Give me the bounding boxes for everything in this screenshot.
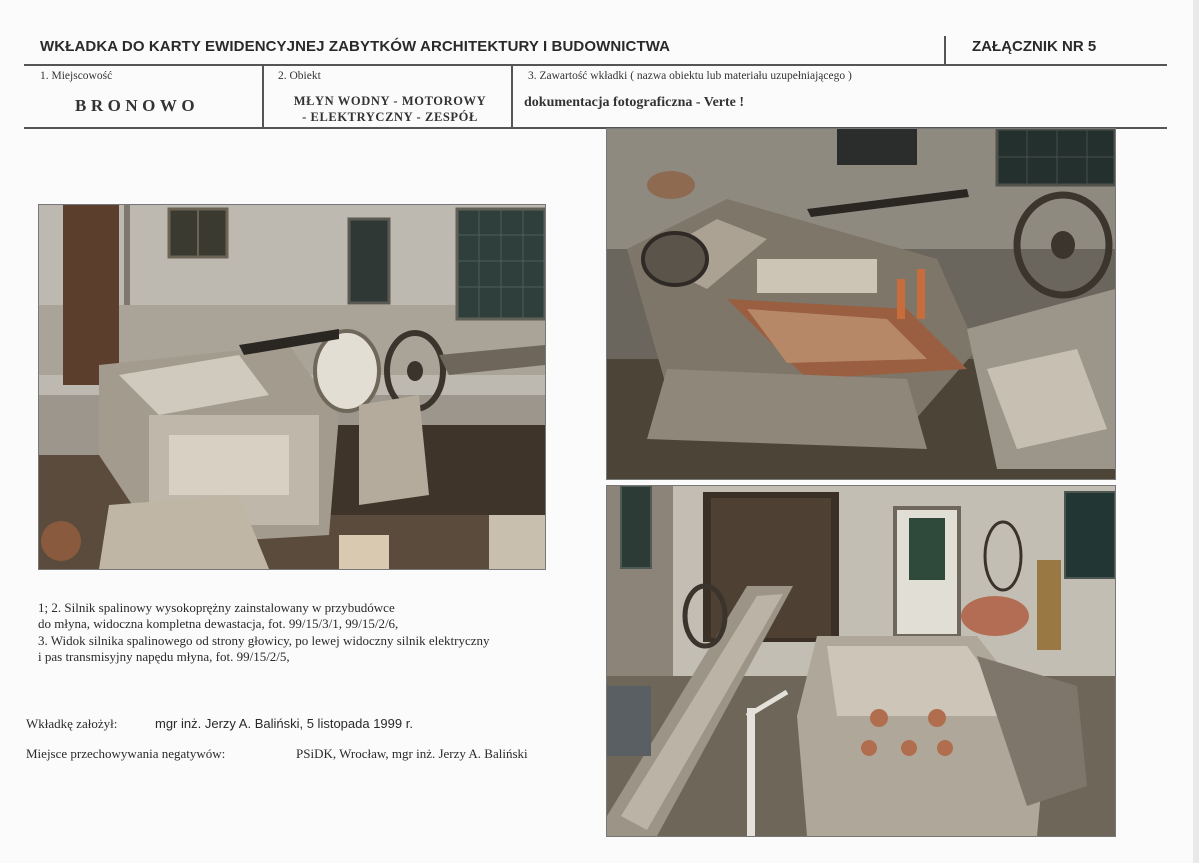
header-rule-top: [24, 64, 1167, 66]
header-divider: [944, 36, 946, 66]
attachment-number: ZAŁĄCZNIK NR 5: [972, 38, 1097, 55]
photo-engine-head: [606, 485, 1116, 837]
caption-line: do młyna, widoczna kompletna dewastacja, fot. 99/15/3/1, 99/15/2/6,: [38, 616, 399, 632]
photo-engine-overview: [606, 128, 1116, 480]
locality-value: BRONOWO: [75, 96, 200, 115]
photo-engine-annex: [38, 204, 546, 570]
founded-value: mgr inż. Jerzy A. Baliński, 5 listopada 1999 r.: [155, 716, 413, 731]
caption-line: 1; 2. Silnik spalinowy wysokoprężny zainstalowany w przybudówce: [38, 600, 395, 615]
storage-value: PSiDK, Wrocław, mgr inż. Jerzy A. Baliński: [296, 746, 528, 761]
content-label: 3. Zawartość wkładki ( nazwa obiektu lub materiału uzupełniającego ): [528, 70, 852, 82]
founded-label: Wkładkę założył:: [26, 716, 118, 731]
caption-line: 3. Widok silnika spalinowego od strony głowicy, po lewej widoczny silnik elektryczny: [38, 632, 490, 648]
caption-line: i pas transmisyjny napędu młyna, fot. 99/15/2/5,: [38, 648, 290, 664]
document-title: WKŁADKA DO KARTY EWIDENCYJNEJ ZABYTKÓW ARCHITEKTURY I BUDOWNICTWA: [40, 38, 671, 55]
photo-caption: [38, 600, 578, 665]
field-divider-1: [262, 64, 264, 128]
object-value: [268, 93, 512, 125]
page-edge: [1193, 0, 1199, 863]
content-value: dokumentacja fotograficzna - Verte !: [524, 95, 745, 110]
object-value-line1: MŁYN WODNY - MOTOROWY: [293, 94, 487, 108]
object-label: 2. Obiekt: [278, 70, 321, 82]
storage-label: Miejsce przechowywania negatywów:: [26, 746, 226, 761]
object-value-line2: - ELEKTRYCZNY - ZESPÓŁ: [302, 110, 478, 124]
locality-label: 1. Miejscowość: [40, 70, 113, 82]
